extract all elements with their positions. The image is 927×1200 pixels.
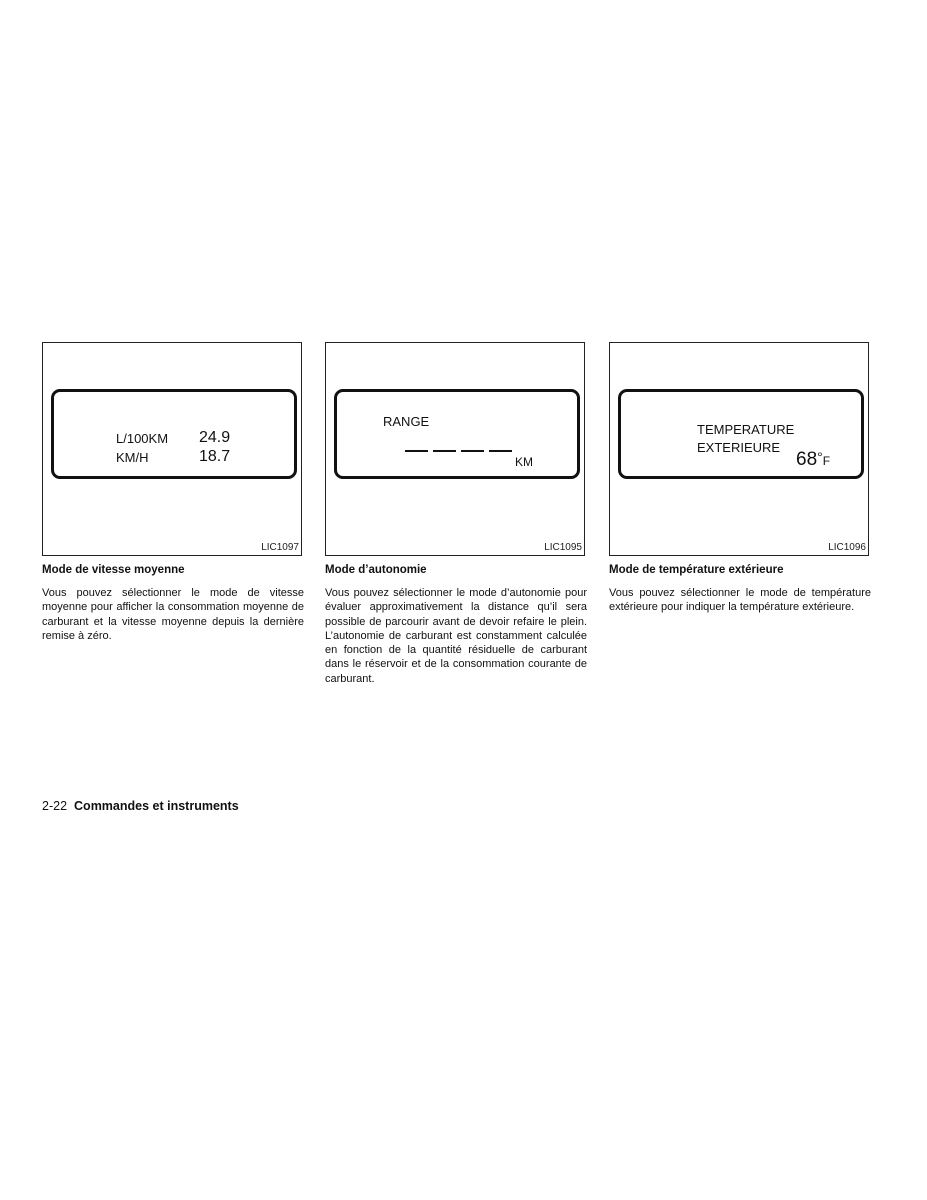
section-title: Commandes et instruments xyxy=(74,799,239,813)
display-label-speed: KM/H xyxy=(116,450,149,465)
dash xyxy=(489,450,512,452)
paragraph-range: Vous pouvez sélectionner le mode d’autonomie pour évaluer approximativement la distance qu’il sera possible de parcourir avant de devoir refaire le plein. L’autonomie de carburant est constamment calculée en fonction de la quantité résiduelle de carburant dans le réservoir et de la consommation courante de carburant. xyxy=(325,587,587,685)
display-temperature-value xyxy=(796,449,830,472)
display-screen xyxy=(51,389,297,479)
dash xyxy=(433,450,456,452)
dash xyxy=(461,450,484,452)
dash xyxy=(405,450,428,452)
column-outside-temperature xyxy=(609,342,871,615)
column-range xyxy=(325,342,587,686)
page-footer xyxy=(42,798,239,814)
display-line-temperature: TEMPERATURE xyxy=(697,422,795,437)
display-title-range: RANGE xyxy=(383,414,430,429)
paragraph-outside-temperature: Vous pouvez sélectionner le mode de température extérieure pour indiquer la température extérieure. xyxy=(609,587,871,614)
display-screen xyxy=(334,389,580,479)
display-label-consumption: L/100KM xyxy=(116,431,169,446)
display-range-dashes xyxy=(405,450,512,452)
display-value-consumption: 24.9 xyxy=(199,429,231,446)
figure-range xyxy=(325,342,585,556)
display-unit-km: KM xyxy=(515,455,533,469)
figure-code: LIC1097 xyxy=(261,542,299,553)
degree-symbol: ° xyxy=(817,449,823,465)
caption-outside-temperature: Mode de température extérieure xyxy=(609,564,784,576)
display-screen xyxy=(618,389,864,479)
paragraph-average-speed: Vous pouvez sélectionner le mode de vitesse moyenne pour afficher la consommation moyenne de carburant et la vitesse moyenne depuis la dernière remise à zéro. xyxy=(42,587,304,642)
figure-outside-temperature xyxy=(609,342,869,556)
page-number: 2-22 xyxy=(42,799,68,813)
figure-code: LIC1096 xyxy=(828,542,866,553)
temperature-unit: F xyxy=(822,454,831,468)
display-line-exterieure: EXTERIEURE xyxy=(697,440,781,455)
caption-range: Mode d’autonomie xyxy=(325,564,427,576)
figure-code: LIC1095 xyxy=(544,542,582,553)
figure-average-speed xyxy=(42,342,302,556)
caption-average-speed: Mode de vitesse moyenne xyxy=(42,564,185,576)
temperature-number: 68 xyxy=(796,449,818,470)
column-average-speed xyxy=(42,342,304,643)
display-value-speed: 18.7 xyxy=(199,448,231,465)
